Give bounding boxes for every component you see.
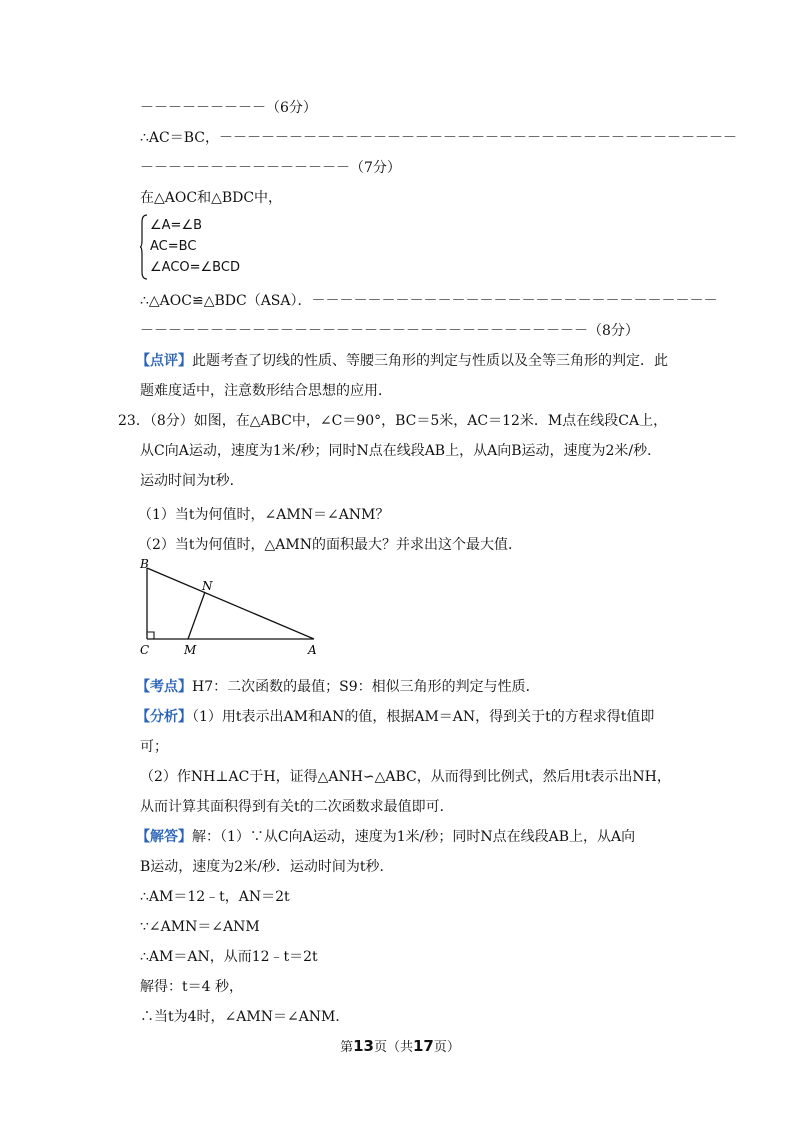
footer-mid: 页（共: [373, 1040, 413, 1055]
q23-sub-1: （1）当t为何值时，∠AMN＝∠ANM？: [138, 507, 390, 523]
q23-line-2: 从C向A运动，速度为1米/秒；同时N点在线段AB上，从A向B运动，速度为2米/秒．: [140, 443, 662, 459]
kaodian-text: H7：二次函数的最值；S9：相似三角形的判定与性质．: [192, 679, 540, 695]
side-ab: [147, 568, 314, 639]
conclusion-ac-bc: ∴AC＝BC，－－－－－－－－－－－－－－－－－－－－－－－－－－－－－－－－－－－－－: [140, 130, 737, 146]
comment-line-2: 题难度适中，注意数形结合思想的应用．: [140, 383, 392, 399]
fenxi-line-2: 可；: [140, 739, 168, 755]
label-b: B: [140, 558, 149, 571]
jieda-line-5: ∴AM＝AN，从而12﹣t＝2t: [140, 949, 318, 965]
kaodian-line: [136, 677, 540, 697]
jieda-line-1: [136, 827, 635, 847]
equation-system: [140, 214, 280, 280]
footer-suffix: 页）: [433, 1040, 460, 1055]
label-n: N: [202, 579, 213, 593]
footer-prefix: 第: [340, 1040, 354, 1055]
score-line-7: －－－－－－－－－－－－－－－（7分）: [140, 160, 401, 176]
jieda-text-1: 解：（1）∵从C向A运动，速度为1米/秒；同时N点在线段AB上，从A向: [192, 829, 636, 845]
label-a: A: [308, 643, 317, 657]
fenxi-line-4: 从而计算其面积得到有关t的二次函数求最值即可．: [140, 799, 454, 815]
segment-mn: [188, 592, 205, 639]
q23-line-1: 23．（8分）如图，在△ABC中，∠C＝90°，BC＝5米，AC＝12米．M点在线段CA上，: [118, 413, 668, 429]
q23-sub-2: （2）当t为何值时，△AMN的面积最大？并求出这个最大值．: [138, 537, 522, 553]
congruence-line: ∴△AOC≌△BDC（ASA）．－－－－－－－－－－－－－－－－－－－－－－－－－－－－－: [140, 293, 718, 309]
jieda-tag: 【解答】: [136, 829, 192, 845]
jieda-line-3: ∴AM＝12﹣t，AN＝2t: [140, 889, 290, 905]
jieda-line-4: ∵∠AMN＝∠ANM: [140, 919, 260, 935]
page-footer: [0, 1036, 800, 1055]
fenxi-tag: 【分析】: [136, 709, 192, 725]
system-row-1: ∠A=∠B: [150, 218, 203, 233]
kaodian-tag: 【考点】: [136, 679, 192, 695]
system-row-2: AC=BC: [150, 239, 197, 254]
fenxi-text-1: （1）用t表示出AM和AN的值，根据AM＝AN，得到关于t的方程求得t值即: [192, 709, 655, 725]
triangle-intro: 在△AOC和△BDC中，: [140, 190, 283, 206]
score-line-8: －－－－－－－－－－－－－－－－－－－－－－－－－－－－－－－－（8分）: [140, 323, 639, 339]
triangle-diagram: [138, 558, 328, 658]
score-line-6: －－－－－－－－－（6分）: [140, 100, 317, 116]
fenxi-line-1: [136, 707, 654, 727]
jieda-line-2: B运动，速度为2米/秒．运动时间为t秒．: [140, 859, 394, 875]
q23-line-3: 运动时间为t秒．: [140, 473, 244, 489]
label-c: C: [140, 643, 150, 657]
brace-icon: [140, 214, 148, 280]
jieda-line-7: ∴当t为4时，∠AMN＝∠ANM．: [140, 1009, 350, 1025]
right-angle-mark: [147, 632, 154, 639]
comment-line-1: [136, 351, 668, 371]
footer-total-pages: 17: [413, 1037, 434, 1055]
fenxi-line-3: （2）作NH⊥AC于H，证得△ANH∽△ABC，从而得到比例式，然后用t表示出NH，: [140, 769, 671, 785]
footer-page-number: 13: [353, 1037, 374, 1055]
comment-text-1: 此题考查了切线的性质、等腰三角形的判定与性质以及全等三角形的判定．此: [192, 353, 668, 369]
jieda-line-6: 解得：t＝4 秒，: [140, 979, 243, 995]
label-m: M: [184, 643, 197, 657]
system-row-3: ∠ACO=∠BCD: [150, 260, 240, 275]
comment-tag: 【点评】: [136, 353, 192, 369]
